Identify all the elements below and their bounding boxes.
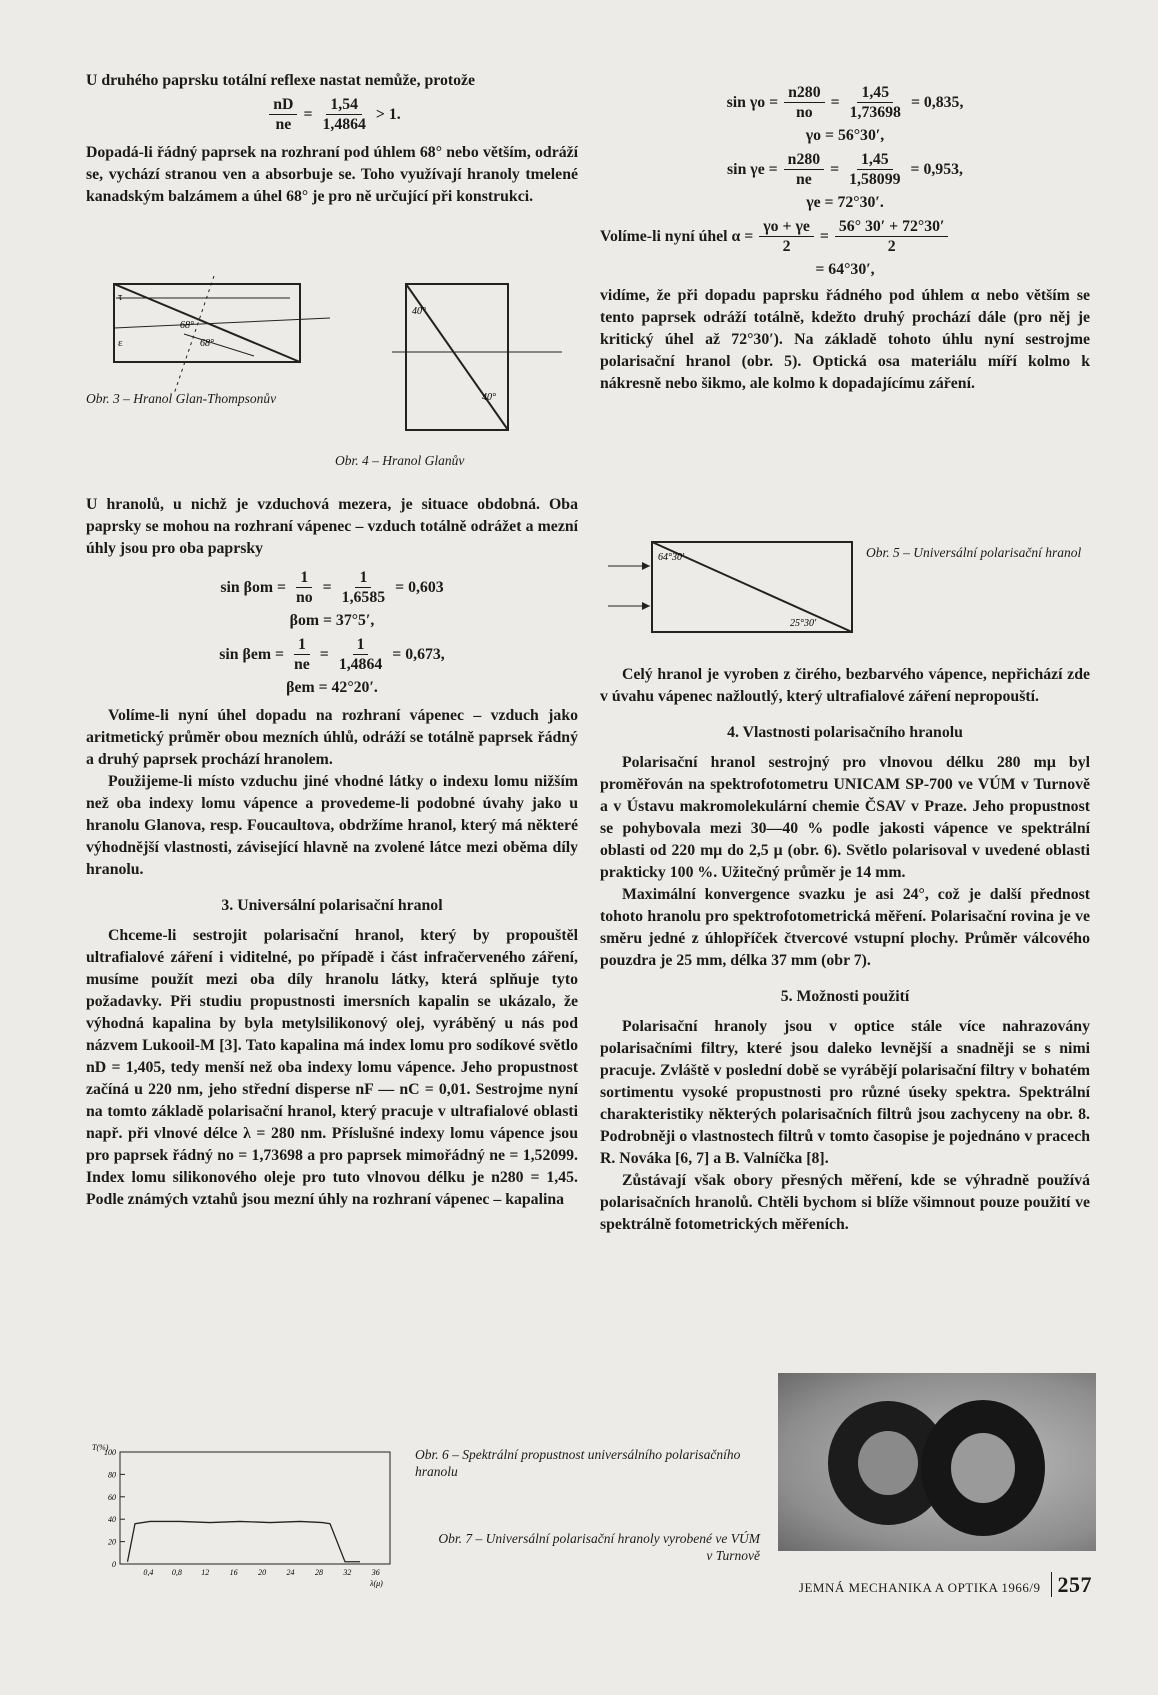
equation: = 64°30′, [815,261,875,278]
equation: sin γo = $\frac{n280}{no}$ = $\frac{1,45}{1,73698}$ = 0,835, [726,84,964,121]
y-tick-label: 40 [108,1515,116,1525]
svg-text:68°: 68° [200,338,214,349]
svg-text:64°30′: 64°30′ [658,552,685,563]
paragraph: vidíme, že při dopadu paprsku řádného pod úhlem α nebo větším se tento paprsek odráží totálně, kdežto druhý prochází dále (pro něj je kritický úhel až 72°30′). Na základě tohoto úhlu nyní sestrojme polarisační hranol (obr. 5). Optická osa materiálu míří kolmo k nákresně nebo šikmo, ale kolmo k dopadajícímu záření. [600,287,1090,392]
figure-6-caption: Obr. 6 – Spektrální propustnost universálního polarisačního hranolu [415,1447,741,1479]
y-tick-label: 80 [108,1470,116,1480]
equation: sin βem = $\frac{1}{ne}$ = $\frac{1}{1,4864}$ = 0,673, [219,636,445,673]
equation: sin βom = $\frac{1}{no}$ = $\frac{1}{1,6585}$ = 0,603 [220,569,444,606]
paragraph: U druhého paprsku totální reflexe nastat nemůže, protože [86,72,476,89]
svg-text:ε: ε [118,337,123,349]
x-tick-label: 16 [229,1568,238,1577]
x-tick-label: 28 [314,1568,323,1577]
equation: γo = 56°30′, [805,127,885,144]
section-heading: 3. Universální polarisační hranol [221,897,443,914]
section-heading: 5. Možnosti použití [780,988,910,1005]
paragraph: Polarisační hranoly jsou v optice stále více nahrazovány polarisačními filtry, které jsou daleko levnější a snadněji se s nimi pracuje. Zvláště v poslední době se vyrábějí polarisační filtry v bohatém sortimentu vysoké propustnosti pro různé úseky spektra. Spektrální charakteristiky některých polarisačních filtrů jsou zachyceny na obr. 8. Podrobněji o vlastnostech filtrů v tomto časopise je pojednáno v pracech R. Nováka [6, 7] a B. Valníčka [8]. [600,1018,1090,1167]
equation: γe = 72°30′. [806,194,884,211]
x-tick-label: 36 [371,1568,380,1577]
paragraph: Použijeme-li místo vzduchu jiné vhodné látky o indexu lomu nižším než oba indexy lomu vápence a provedeme-li podobné úvahy jako u hranolu Glanova, resp. Foucaultova, obdržíme hranol, který má některé výhodnější vlastnosti, závisející hlavně na zvolené látce mezi oběma díly hranolu. [86,773,578,878]
equation: Volíme-li nyní úhel α = $\frac{\gamma o + \gamma e}{2}$ = $\frac{56^\circ 30' + 72^\circ 30'}{2}$ [600,217,1090,256]
equation: βom = 37°5′, [289,612,375,629]
svg-text:68°: 68° [180,320,194,331]
x-tick-label: 32 [343,1568,352,1577]
page-number: 257 [1051,1572,1093,1597]
equation: βem = 42°20′. [286,679,378,696]
y-tick-label: 100 [104,1448,116,1457]
figure-5-diagram [608,538,868,638]
figure-7-photo [778,1373,1096,1551]
equation: sin γe = $\frac{n280}{ne}$ = $\frac{1,45}{1,58099}$ = 0,953, [727,151,963,188]
y-tick-label: 0 [112,1560,116,1569]
y-axis-label: T(%) [92,1443,109,1452]
figure-4-caption: Obr. 4 – Hranol Glanův [335,453,465,468]
prism-cylinders-photo [778,1373,1096,1551]
figure-4-diagram [392,280,572,440]
x-axis-label: λ(μ) [370,1579,383,1588]
paragraph: Dopadá-li řádný paprsek na rozhraní pod úhlem 68° nebo větším, odráží se, vychází stranou ven a absorbuje se. Toho využívají hranoly tmelené kanadským balzámem a úhel 68° je pro ně určující při konstrukci. [86,144,578,205]
paragraph: Volíme-li nyní úhel dopadu na rozhraní vápenec – vzduch jako aritmetický průměr obou mezních úhlů, odráží se totálně paprsek řádný a druhý paprsek prochází hranolem. [86,707,578,768]
spectral-transmittance-chart [90,1440,400,1590]
page-footer [799,1572,1092,1598]
figure-3-caption: Obr. 3 – Hranol Glan-Thompsonův [86,391,277,406]
figure-7-caption: Obr. 7 – Universální polarisační hranoly vyrobené ve VÚM v Turnově [438,1531,760,1563]
paragraph: Maximální konvergence svazku je asi 24°, což je další přednost tohoto hranolu pro spektrofotometrická měření. Polarisační rovina je ve směru jedné z úhlopříček čtvercové vstupní plochy. Průměr válcového pouzdra je 25 mm, délka 37 mm (obr 7). [600,886,1090,969]
paragraph: Chceme-li sestrojit polarisační hranol, který by propouštěl ultrafialové záření i viditelné, po případě i část infračerveného záření, musíme použít mezi oba díly hranolu látky, která splňuje tyto požadavky. Při studiu propustnosti imersních kapalin se ukázalo, že výhodná kapalina by byla metylsilikonový olej, vyráběný u nás pod názvem Lukooil-M [3]. Tato kapalina má index lomu pro sodíkové světlo nD = 1,405, tedy menší než oba indexy lomu vápence. Jeho propustnost začíná u 220 nm, jeho střední disperse nF — nC = 0,01. Sestrojme nyní na tomto základě polarisační hranol, který pracuje v ultrafialové oblasti např. při vlnové délce λ = 280 nm. Příslušné indexy lomu vápence jsou pro paprsek řádný no = 1,73698 a pro paprsek mimořádný ne = 1,52099. Index lomu silikonového oleje pro tuto vlnovou délku je n280 = 1,45. Podle známých vztahů jsou mezní úhly na rozhraní vápenec – kapalina [86,927,578,1208]
section-heading: 4. Vlastnosti polarisačního hranolu [727,724,963,741]
paragraph: U hranolů, u nichž je vzduchová mezera, je situace obdobná. Oba paprsky se mohou na rozhraní vápenec – vzduch totálně odrážet a mezní úhly jsou pro oba paprsky [86,496,578,557]
left-column-main [86,494,578,1211]
x-tick-label: 24 [286,1568,295,1577]
chart-frame [120,1452,390,1564]
y-tick-label: 60 [108,1492,116,1502]
left-column-top [86,70,578,208]
x-tick-label: 20 [258,1568,267,1577]
equation: $\frac{nD}{ne}$ = $\frac{1,54}{1,4864}$ > 1. [86,95,578,134]
svg-text:40°: 40° [482,392,496,403]
svg-text:τ: τ [118,291,123,303]
paragraph: Polarisační hranol sestrojný pro vlnovou délku 280 mμ byl proměřován na spektrofotometru UNICAM SP-700 ve VÚM v Turnově a v Ústavu makromolekulární chemie ČSAV v Praze. Jeho propustnost se pohybovala mezi 30—40 % podle jakosti vápence ve spektrální oblasti od 220 mμ do 2,5 μ (obr. 6). Světlo polarisoval v uvedené oblasti prakticky 100 %. Užitečný průměr je 14 mm. [600,754,1090,881]
paragraph: Celý hranol je vyroben z čirého, bezbarvého vápence, nepřichází zde v úvahu vápenec nažloutlý, který ultrafialové záření nepropouští. [600,666,1090,705]
svg-text:25°30′: 25°30′ [790,618,817,629]
figure-3-diagram [104,276,334,396]
transmittance-line [128,1521,361,1561]
y-tick-label: 20 [108,1537,116,1547]
journal-name: JEMNÁ MECHANIKA A OPTIKA 1966/9 [798,1580,1041,1595]
paragraph: Zůstávají však obory přesných měření, kde se výhradně používá polarisačních hranolů. Chtěli bychom si blíže všimnout pouze použití ve spektrálně fotometrických měřeních. [600,1172,1090,1233]
x-tick-label: 12 [201,1568,210,1577]
right-column-main [600,664,1090,1236]
right-column-equations [600,80,1090,395]
x-tick-label: 0,8 [171,1568,182,1577]
x-tick-label: 0,4 [143,1568,154,1577]
figure-5-caption: Obr. 5 – Universální polarisační hranol [866,545,1082,560]
svg-text:40°: 40° [412,306,426,317]
